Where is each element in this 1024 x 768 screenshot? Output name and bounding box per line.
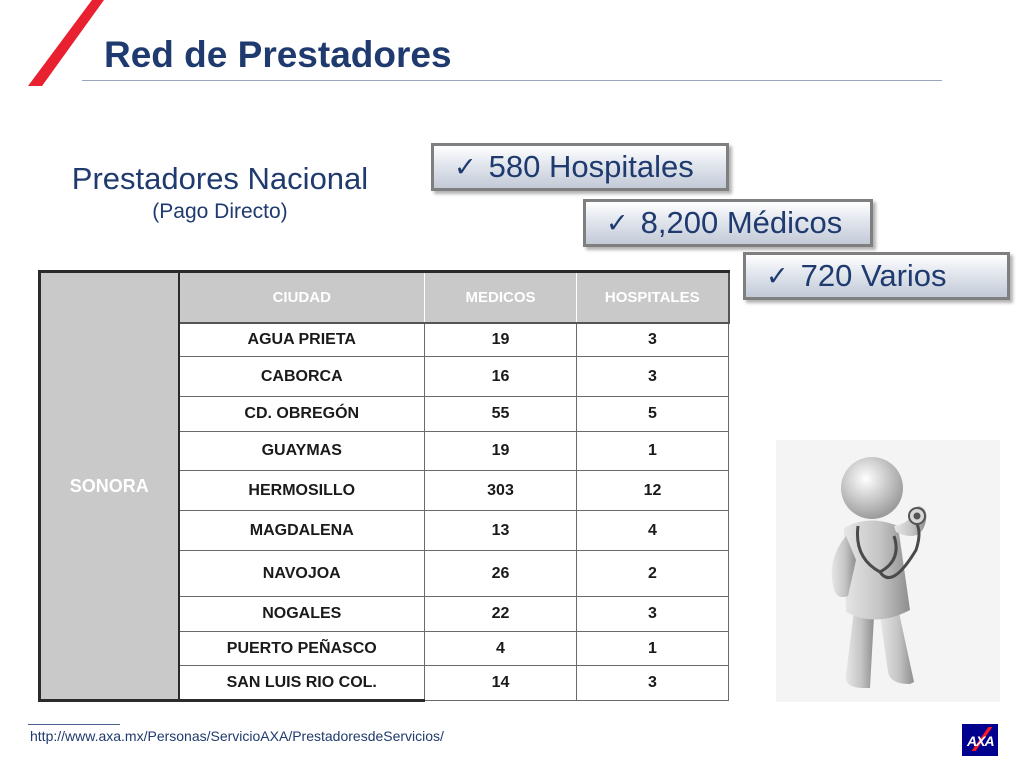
section-heading-sub: (Pago Directo) [152,200,288,223]
title-divider [82,80,942,81]
city-cell: AGUA PRIETA [179,323,425,357]
medicos-cell: 303 [425,471,577,511]
medicos-cell: 4 [425,632,577,666]
medicos-cell: 16 [425,357,577,397]
hospitales-cell: 4 [577,511,729,551]
axa-logo [962,724,998,756]
doctor-illustration [776,440,1000,702]
hospitales-cell: 1 [577,432,729,471]
medicos-cell: 14 [425,666,577,701]
city-cell: CD. OBREGÓN [179,397,425,432]
hospitales-cell: 1 [577,632,729,666]
medicos-cell: 19 [425,432,577,471]
city-cell: CABORCA [179,357,425,397]
column-header-medicos: MEDICOS [425,272,577,323]
city-cell: SAN LUIS RIO COL. [179,666,425,701]
medicos-cell: 22 [425,597,577,632]
city-cell: GUAYMAS [179,432,425,471]
badge-medicos [583,199,873,247]
medicos-cell: 55 [425,397,577,432]
column-header-ciudad: CIUDAD [179,272,425,323]
hospitales-cell: 12 [577,471,729,511]
logo-text: AXA [967,733,994,749]
column-header-hospitales: HOSPITALES [577,272,729,323]
hospitales-cell: 3 [577,323,729,357]
badge-label: 8,200 Médicos [640,205,843,240]
state-cell: SONORA [40,272,179,701]
table-header-row [40,272,729,323]
medicos-cell: 19 [425,323,577,357]
source-link[interactable]: http://www.axa.mx/Personas/ServicioAXA/PrestadoresdeServicios/ [30,728,444,744]
check-icon: ✓ [766,260,789,292]
providers-table-wrapper [38,270,730,702]
providers-table [38,270,730,702]
city-cell: PUERTO PEÑASCO [179,632,425,666]
badge-hospitales [431,143,729,191]
section-heading-main: Prestadores Nacional [71,161,369,196]
hospitales-cell: 3 [577,357,729,397]
check-icon: ✓ [454,151,477,183]
city-cell: NOGALES [179,597,425,632]
section-heading [40,160,400,226]
badge-label: 720 Varios [800,258,947,293]
city-cell: MAGDALENA [179,511,425,551]
accent-slash [0,0,110,86]
page-title: Red de Prestadores [104,34,452,75]
city-cell: HERMOSILLO [179,471,425,511]
city-cell: NAVOJOA [179,551,425,597]
footer-divider [28,724,120,725]
hospitales-cell: 5 [577,397,729,432]
hospitales-cell: 3 [577,666,729,701]
hospitales-cell: 2 [577,551,729,597]
hospitales-cell: 3 [577,597,729,632]
badge-label: 580 Hospitales [488,149,694,184]
doctor-figure-icon [776,440,1000,702]
check-icon: ✓ [606,207,629,239]
medicos-cell: 26 [425,551,577,597]
medicos-cell: 13 [425,511,577,551]
badge-varios [743,252,1010,300]
